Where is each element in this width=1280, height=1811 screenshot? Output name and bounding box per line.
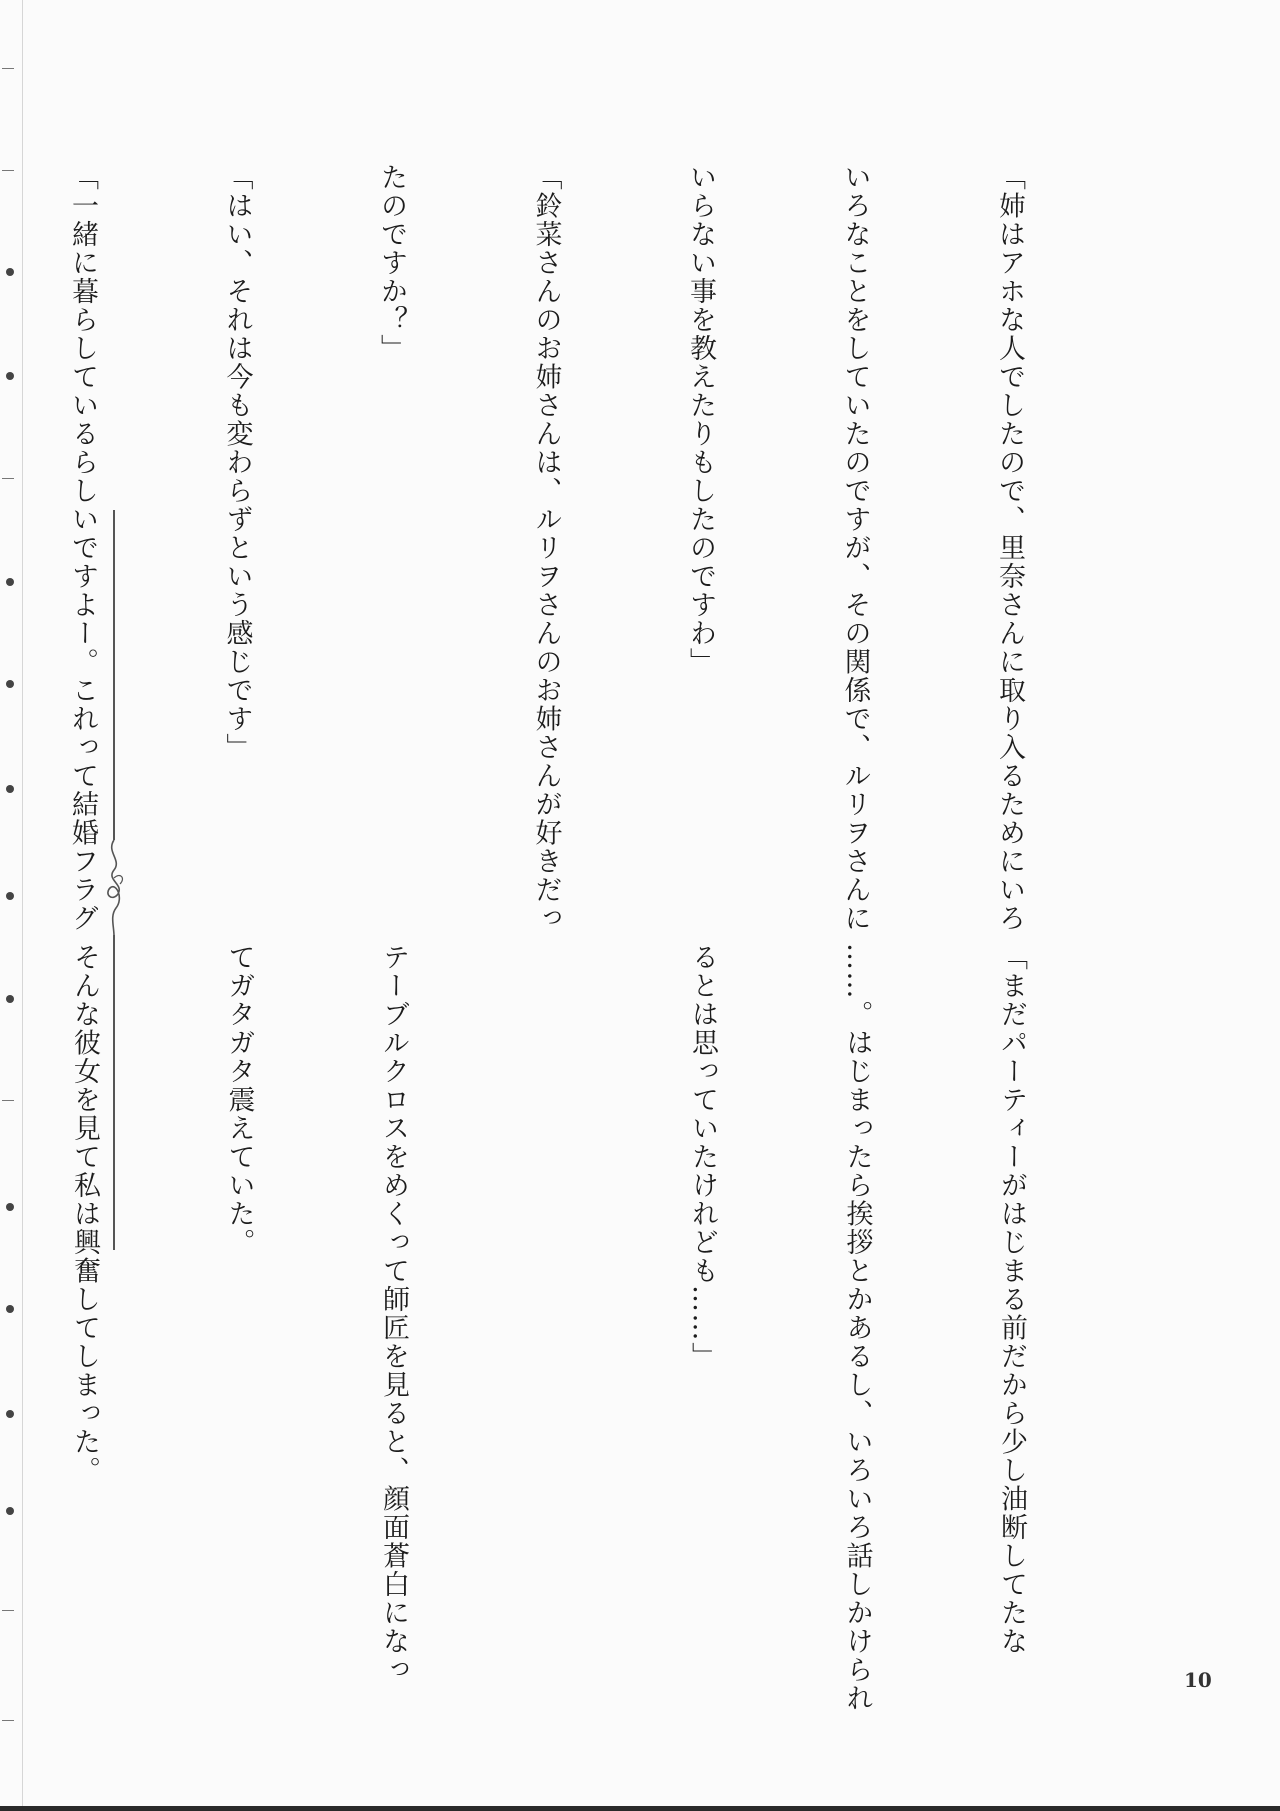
text-column: そんな彼女を見て私は興奮してしまった。 [69,943,100,1485]
scene-break-ornament [98,838,130,938]
text-column: 「一緒に暮らしているらしいですよー。これって結婚フラグ [67,163,98,933]
gutter-tick [2,68,14,69]
blank-column [522,943,574,1663]
text-column: ……。はじまったら挨拶とかあるし、いろいろ話しかけられ [841,943,873,1713]
text-column: 「姉はアホな人でしたので、里奈さんに取り入るためにいろ [994,163,1025,933]
gutter-tick [2,1720,14,1721]
text-column: いらない事を教えたりもしたのですわ」 [685,163,716,676]
text-column: たのですか？」 [376,163,407,363]
scan-bottom-edge [0,1806,1280,1811]
page-number: 10 [1184,1668,1212,1692]
text-column: てガタガタ震えていた。 [223,943,255,1257]
text-column: 「鈴菜さんのお姉さんは、ルリヲさんのお姉さんが好きだっ [530,163,562,933]
text-column: るとは思っていたけれども……」 [687,943,718,1371]
text-column: いろなことをしていたのですが、その関係で、ルリヲさんに [839,163,871,933]
text-column: テーブルクロスをめくって師匠を見ると、顔面蒼白になっ [378,943,409,1684]
text-column: 「はい、それは今も変わらずという感じです」 [221,163,253,762]
bottom-text-block [0,943,1140,1713]
text-column: 「まだパーティーがはじまる前だから少し油断してたな [996,943,1027,1656]
scene-divider-line-top [113,510,115,840]
